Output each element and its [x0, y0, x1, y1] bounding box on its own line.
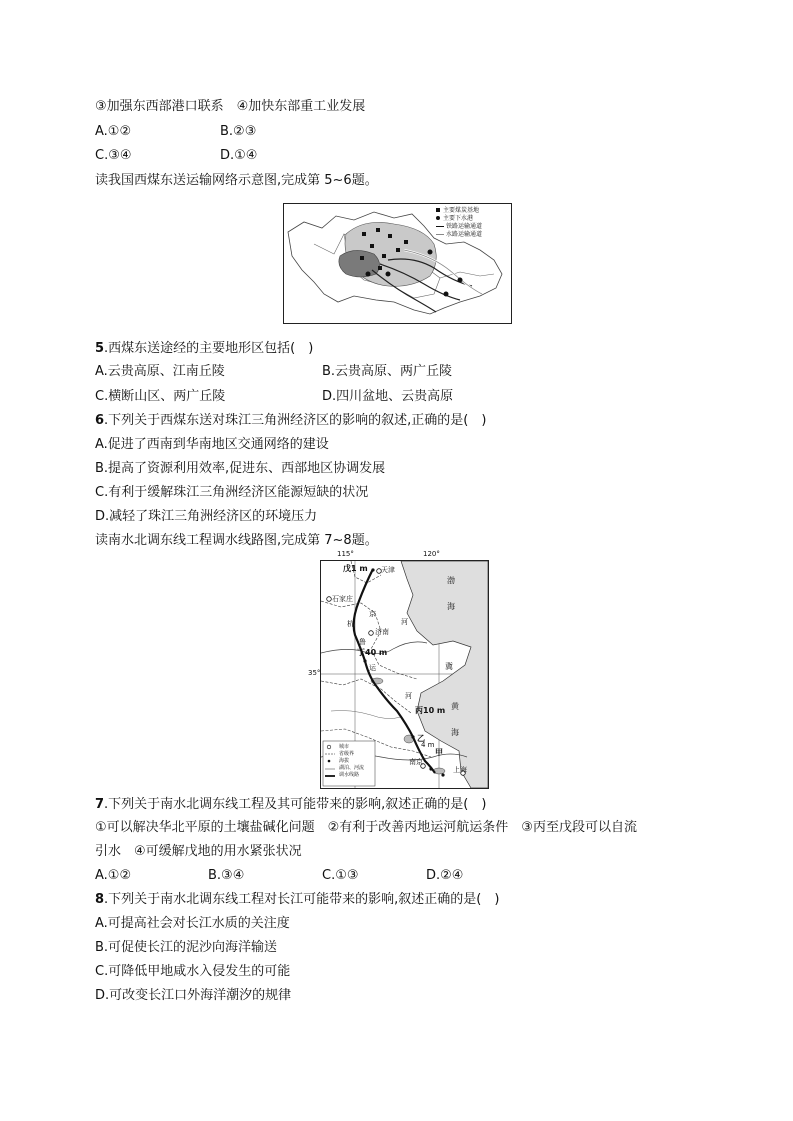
- q5-option-c[interactable]: C.横断山区、两广丘陵: [95, 389, 226, 404]
- label-shijiazhuang: 石家庄: [332, 595, 353, 603]
- question-6-number: 6: [95, 413, 105, 428]
- q6-option-c[interactable]: C.有利于缓解珠江三角洲经济区能源短缺的状况: [95, 485, 369, 500]
- question-5-number: 5: [95, 341, 105, 356]
- question-7-statements-cont: 引水 ④可缓解戊地的用水紧张状况: [95, 844, 302, 859]
- legend-water: [436, 231, 482, 239]
- question-7-stem: [95, 797, 486, 813]
- label-hai: 海: [451, 728, 459, 737]
- label-nanjing: 南京: [409, 758, 423, 766]
- legend-water-label: 水路运输通道: [446, 231, 483, 238]
- label-lu: 鲁: [359, 638, 366, 646]
- q6-option-d[interactable]: D.减轻了珠江三角洲经济区的环境压力: [95, 509, 318, 524]
- legend-rail-label: 铁路运输通道: [446, 223, 483, 230]
- label-yi: 乙: [417, 734, 425, 743]
- label-tianjin: 天津: [381, 566, 395, 574]
- label-jing: 京: [369, 610, 376, 618]
- question-5-stem: [95, 341, 313, 357]
- q7-option-a[interactable]: A.①②: [95, 868, 132, 883]
- label-bohai-1: 渤: [447, 576, 455, 585]
- label-4m: 4 m: [421, 741, 435, 749]
- water-diversion-map-wrapper: [306, 550, 496, 790]
- q7-option-d[interactable]: D.②④: [426, 868, 464, 883]
- legend-port: [436, 215, 482, 223]
- question-7-number: 7: [95, 797, 105, 812]
- question-7-statements: ①可以解决华北平原的土壤盐碱化问题 ②有利于改善丙地运河航运条件 ③丙至戊段可以自流: [95, 820, 637, 835]
- option-c[interactable]: C.③④: [95, 148, 132, 163]
- option-b[interactable]: B.②③: [220, 124, 257, 139]
- question-8-stem: [95, 892, 499, 908]
- q6-option-b[interactable]: B.提高了资源利用效率,促进东、西部地区协调发展: [95, 461, 386, 476]
- label-huang: 黄: [451, 702, 459, 711]
- q8-option-c[interactable]: C.可降低甲地咸水入侵发生的可能: [95, 964, 291, 979]
- statement-line: ③加强东西部港口联系 ④加快东部重工业发展: [95, 99, 366, 114]
- question-6-text: .下列关于西煤东送对珠江三角洲经济区的影响的叙述,正确的是( ): [104, 413, 487, 428]
- water-diversion-map: [320, 560, 489, 789]
- label-bing: 丙10 m: [415, 706, 446, 715]
- q8-option-b[interactable]: B.可促使长江的泥沙向海洋输送: [95, 940, 278, 955]
- label-jinan: 济南: [375, 628, 389, 636]
- rail-symbol: [436, 226, 444, 227]
- port-symbol: [436, 216, 440, 220]
- label-ding: 丁40 m: [357, 648, 388, 657]
- legend-route: 调水线路: [339, 772, 360, 778]
- legend-port-label: 主要下水港: [443, 215, 474, 222]
- label-wu: 戊1 m: [343, 564, 368, 573]
- label-he-1: 河: [401, 618, 408, 626]
- legend-lakes-rivers: 湖泊、河流: [339, 765, 365, 771]
- intro-text-1: 读我国西煤东送运输网络示意图,完成第 5~6题。: [95, 173, 378, 188]
- legend-city: 城市: [339, 744, 350, 750]
- q8-option-d[interactable]: D.可改变长江口外海洋潮汐的规律: [95, 988, 292, 1003]
- option-a[interactable]: A.①②: [95, 124, 132, 139]
- water-symbol: [436, 234, 444, 235]
- lon-115-label: 115°: [337, 550, 354, 558]
- question-8-text: .下列关于南水北调东线工程对长江可能带来的影响,叙述正确的是( ): [104, 892, 500, 907]
- label-ji: 冀: [445, 662, 453, 671]
- option-d[interactable]: D.①④: [220, 148, 258, 163]
- label-hang: 杭: [347, 620, 354, 628]
- coal-transport-map: [283, 203, 512, 324]
- question-5-text: .西煤东送途经的主要地形区包括( ): [104, 341, 314, 356]
- q7-option-c[interactable]: C.①③: [322, 868, 359, 883]
- label-he-2: 河: [405, 692, 412, 700]
- label-bohai-2: 海: [447, 602, 455, 611]
- legend-coal-base-label: 主要煤炭基地: [443, 207, 480, 214]
- q8-option-a[interactable]: A.可提高社会对长江水质的关注度: [95, 916, 290, 931]
- label-yun: 运: [369, 664, 376, 672]
- q6-option-a[interactable]: A.促进了西南到华南地区交通网络的建设: [95, 437, 329, 452]
- legend-border: 省级界: [339, 751, 355, 757]
- question-6-stem: [95, 413, 486, 429]
- coal-base-symbol: [436, 208, 440, 212]
- q5-option-b[interactable]: B.云贵高原、两广丘陵: [322, 364, 453, 379]
- label-shanghai: 上海: [453, 766, 467, 774]
- lat-35-label: 35°: [308, 669, 321, 677]
- question-8-number: 8: [95, 892, 105, 907]
- q7-option-b[interactable]: B.③④: [208, 868, 245, 883]
- label-jia: 甲: [435, 748, 443, 757]
- legend-elevation: 海拔: [339, 758, 350, 764]
- q5-option-d[interactable]: D.四川盆地、云贵高原: [322, 389, 454, 404]
- question-7-text: .下列关于南水北调东线工程及其可能带来的影响,叙述正确的是( ): [104, 797, 487, 812]
- q5-option-a[interactable]: A.云贵高原、江南丘陵: [95, 364, 225, 379]
- lon-120-label: 120°: [423, 550, 440, 558]
- intro-text-2: 读南水北调东线工程调水线路图,完成第 7~8题。: [95, 533, 378, 548]
- coal-map-legend: [436, 207, 482, 239]
- legend-rail: [436, 223, 482, 231]
- water-map-legend: [339, 744, 364, 779]
- legend-coal-base: [436, 207, 482, 215]
